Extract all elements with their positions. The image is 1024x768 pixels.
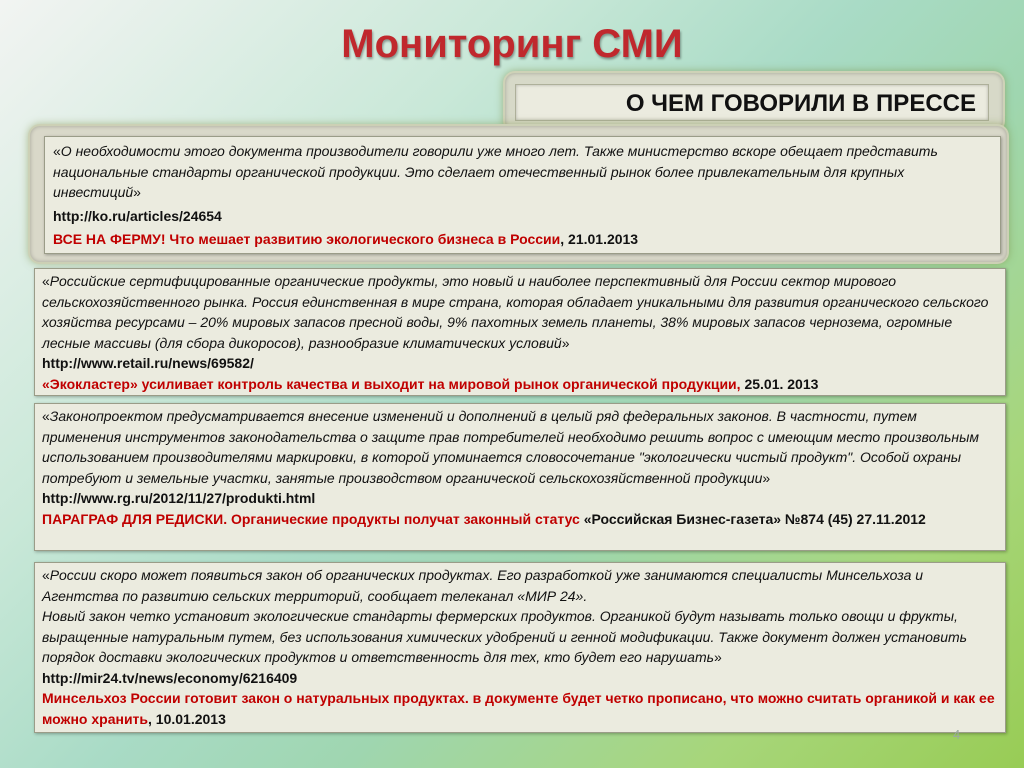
subtitle-banner: О ЧЕМ ГОВОРИЛИ В ПРЕССЕ xyxy=(515,84,989,121)
source-url[interactable]: http://mir24.tv/news/economy/6216409 xyxy=(42,669,298,686)
press-item-2 xyxy=(34,268,1006,396)
quote-text: «Российские сертифицированные органические продукты, это новый и наиболее перспективный для России сектор мирового сельскохозяйственного рынка. Россия единственная в мире страна, которая обладает уникальными для развития органического сельского хозяйства ресурсами – 20% мировых запасов пресной воды, 9% пахотных земель планеты, 38% мировых запасов чернозема, огромные лесные массивы (для сбора дикоросов), разнообразие климатических условий» xyxy=(42,273,989,351)
source-headline: «Экокластер» усиливает контроль качества и выходит на мировой рынок органической продукции, 25.01. 2013 xyxy=(42,375,819,392)
source-url[interactable]: http://www.retail.ru/news/69582/ xyxy=(42,355,254,371)
quote-text-continued: Новый закон четко установит экологические стандарты фермерских продуктов. Органикой будут называть только овощи и фрукты, выращенные натуральным путем, без использования химических удобрений и генной модификации. Также документ должен установить порядок доставки экологических продуктов и ответственность для тех, кто будет его нарушать» xyxy=(42,608,967,665)
source-url[interactable]: http://ko.ru/articles/24654 xyxy=(53,207,222,224)
press-item-1 xyxy=(44,136,1001,254)
source-url[interactable]: http://www.rg.ru/2012/11/27/produkti.html xyxy=(42,490,316,506)
quote-text: «России скоро может появиться закон об органических продуктах. Его разработкой уже занимаются специалисты Минсельхоза и Агентства по развитию сельских территорий, сообщает телеканал «МИР 24». xyxy=(42,567,924,604)
source-headline: ПАРАГРАФ ДЛЯ РЕДИСКИ. Органические продукты получат законный статус «Российская Бизнес-газета» №874 (45) 27.11.2012 xyxy=(42,510,926,527)
slide-title: Мониторинг СМИ xyxy=(341,22,683,66)
page-number: 4 xyxy=(953,727,961,742)
quote-text: «О необходимости этого документа производители говорили уже много лет. Также министерство вскоре обещает представить национальные стандарты органической продукции. Это сделает отечественный рынок более привлекательным для крупных инвестиций» xyxy=(53,143,938,200)
press-item-4 xyxy=(34,562,1006,733)
quote-text: «Законопроектом предусматривается внесение изменений и дополнений в целый ряд федеральных законов. В частности, путем применения инструментов законодательства о защите прав потребителей необходимо решить вопрос с имеющим место произвольным использованием производителями маркировки, в которой упоминается словосочетание "экологически чистый продукт". Особой охраны потребуют и земельные участки, занятые производством органической сельскохозяйственной продукции» xyxy=(42,408,979,486)
source-headline: Минсельхоз России готовит закон о натуральных продуктах. в документе будет четко прописано, что можно считать органикой и как ее можно хранить, 10.01.2013 xyxy=(42,690,995,727)
press-item-3 xyxy=(34,403,1006,551)
source-headline: ВСЕ НА ФЕРМУ! Что мешает развитию экологического бизнеса в России, 21.01.2013 xyxy=(53,231,639,247)
